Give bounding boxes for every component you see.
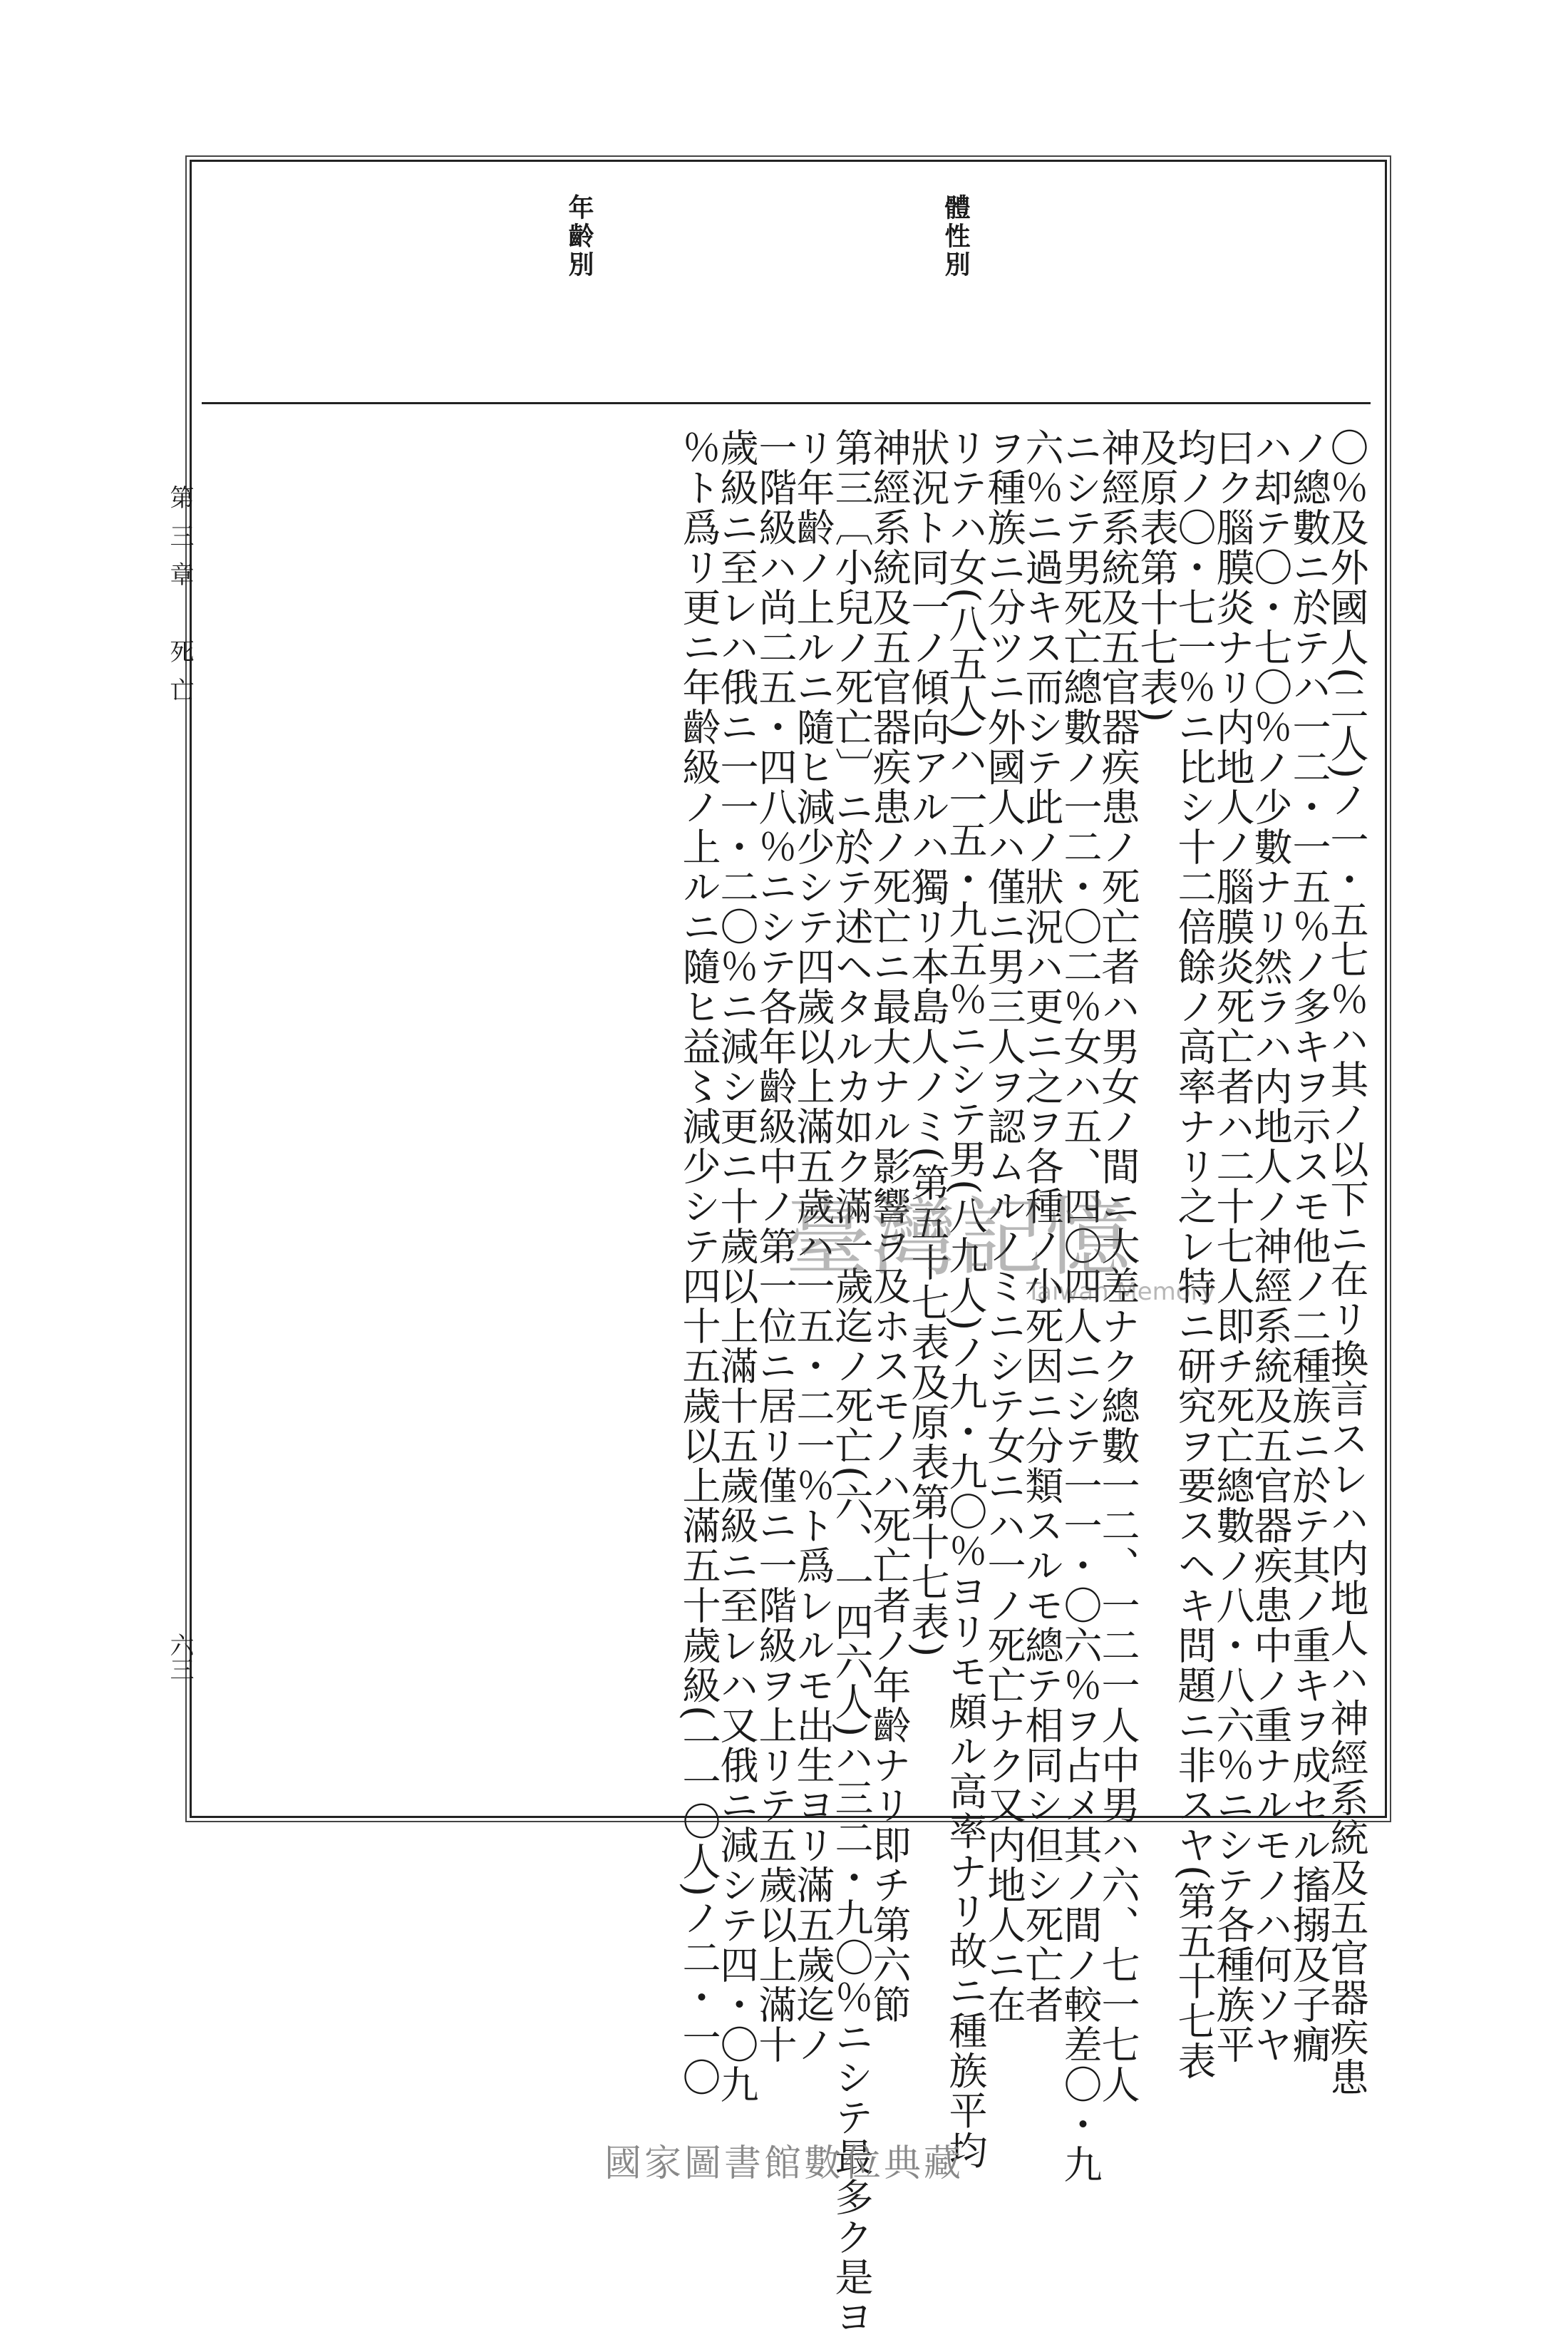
text-column: 神經系統及五官器疾患ノ死亡者ハ男女ノ間ニ大差ナク總數一二、一二一人中男ハ六、七一七人 [1095,428,1140,2105]
running-head: 第三章 死亡 [165,485,194,716]
text-column: ％ト爲リ更ニ年齡級ノ上ルニ隨ヒ益〻減少シテ四十五歲以上滿五十歲級(一一〇人)ノ二・一〇 [676,428,721,2098]
text-column: 曰ク腦膜炎ナリ内地人ノ腦膜炎死亡者ハ二十七人即チ死亡總數ノ八・八六％ニシテ各種族平 [1210,428,1255,2065]
text-column: 均ノ〇・七一％ニ比シ十二倍餘ノ高率ナリ之レ特ニ研究ヲ要スヘキ問題ニ非スヤ(第五十七表 [1172,428,1217,2082]
watermark-logo [784,1169,1215,1306]
watermark-en: Taiwan Memory [1026,1278,1215,1306]
heading-age: 年齡別 [564,194,594,279]
text-column: リ年齡ノ上ルニ隨ヒ減少シテ四歲以上滿五歲ハ一五・二一％ト爲レルモ出生ヨリ滿五歲迄ノ [790,428,835,2065]
text-column: ハ却テ〇・七〇％ノ少數ナリ然ラハ内地人ノ神經系統及五官器疾患中ノ重ナルモノハ何ソヤ [1248,428,1293,2065]
header-divider [202,402,1371,404]
text-column: ニシテ男死亡總數ノ一二・〇二％女ハ五、四〇四人ニシテ一一・〇六％ヲ占メ其ノ間ノ較差〇・九 [1058,428,1103,2184]
text-column: 第三〔小兒ノ死亡〕ニ於テ述ヘタルカ如ク滿一歲迄ノ死亡(六、一四六人)ハ三二・九〇％ニシテ最多ク是ヨ [829,428,874,2337]
page-number: 六三 [165,1633,194,1681]
text-column: リテハ女(八五人)ハ一五・九五％ニシテ男(八九人)ノ九・九〇％ヨリモ頗ル高率ナリ故ニ種族平均 [943,428,988,2171]
text-column: 神經系統及五官器疾患ノ死亡ニ最大ナル影響ヲ及ホスモノハ死亡者ノ年齡ナリ即チ第六節 [867,428,912,2025]
text-column: 歲級ニ至レハ俄ニ一一・二〇％ニ減シ更ニ十歲以上滿十五歲級ニ至レハ又俄ニ減シテ四・〇九 [714,428,759,2105]
text-column: ヲ種族ニ分ツニ外國人ハ僅ニ男三人ヲ認ムルノミニシテ女ニハ一ノ死亡ナク又内地人ニ在 [981,428,1026,2025]
text-column: 〇％及外國人(二人)ノ一・五七％ハ其ノ以下ニ在リ換言スレハ内地人ハ神經系統及五官器疾患 [1324,428,1369,2098]
footer-credit: 國家圖書館數位典藏 [604,2142,964,2185]
text-column: 一階級ハ尚二五・四八％ニシテ各年齡級中ノ第一位ニ居リ僅ニ一階級ヲ上リテ五歲以上滿十 [753,428,798,2065]
watermark-cn: 臺灣記憶 [784,1188,1132,1288]
text-column: ノ總數ニ於テハ一二・一五％ノ多キヲ示スモ他ノ二種族ニ於テ其ノ重キヲ成セル搐搦及子癇 [1286,428,1331,2065]
text-column: 狀況ト同一ノ傾向アルハ獨リ本島人ノミ(第五十七表及原表第十七表) [905,428,950,1659]
heading-sex: 體性別 [941,194,971,279]
text-column: 及原表第十七表) [1134,428,1179,724]
text-column: 六％ニ過キス而シテ此ノ狀況ハ更ニ之ヲ各種ノ小死因ニ分類スルモ總テ相同シ但シ死亡者 [1019,428,1064,2025]
